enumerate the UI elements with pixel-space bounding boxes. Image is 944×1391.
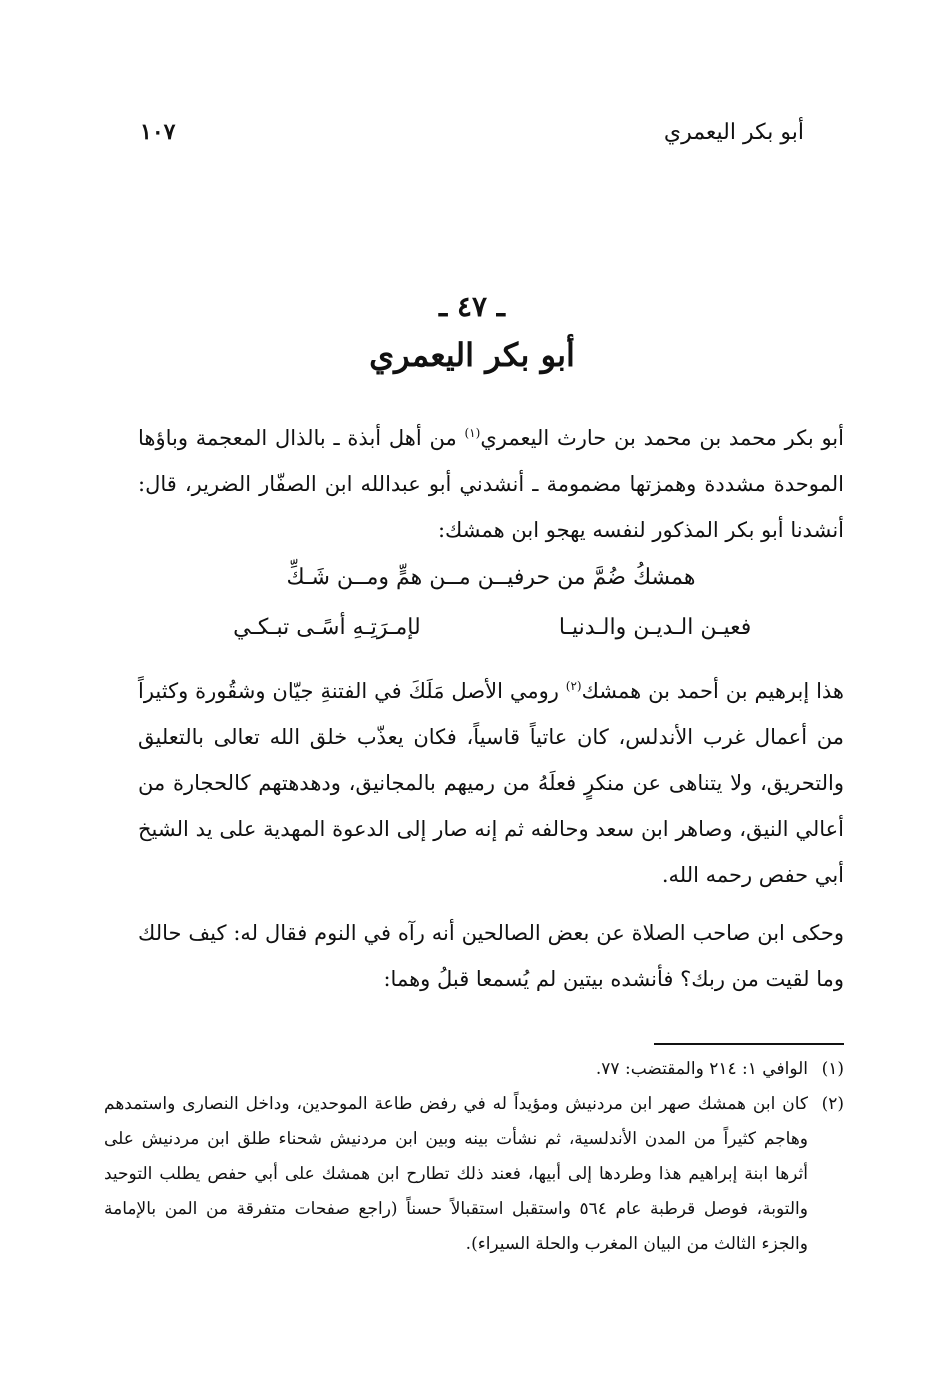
footnote-1: [104, 1052, 844, 1087]
header-title: أبو بكر اليعمري: [663, 119, 804, 145]
body-text: [138, 410, 844, 1002]
footnotes: [104, 1052, 844, 1262]
running-header: [140, 112, 804, 152]
footnote-ref-1: (١): [464, 426, 481, 440]
paragraph-dream: وحكى ابن صاحب الصلاة عن بعض الصالحين أنه رآه في النوم فقال له: كيف حالك وما لقيت من ربك؟ فأنشده بيتين لم يُسمعا قبلُ وهما:: [138, 921, 844, 991]
poem-line-2: [198, 603, 784, 653]
poem-line-1-text: همشكُ ضُمَّ من حرفيــن مــن همٍّ ومــن شَـكِّ: [286, 565, 696, 590]
chapter-title: أبو بكر اليعمري: [369, 336, 575, 374]
footnote-2-number: (٢): [821, 1094, 844, 1114]
paragraph-ibn-hamushk: [138, 663, 844, 898]
footnote-ref-2: (٢): [565, 679, 582, 693]
poem-line-2-first-hemistich: فعيـن الـديـن والـدنيـا: [558, 615, 752, 640]
paragraph-ibn-hamushk-rest: رومي الأصل مَلَكَ في الفتنةِ جيّان وشقُورة وكثيراً من أعمال غرب الأندلس، كان عاتياً قاسياً، فكان يعذّب خلق الله تعالى بالتعليق والتحريق، ولا يتناهى عن منكرٍ فعلَهُ من رميهم بالمجانيق، ودهدهتهم كالحجارة من أعالي النيق، وصاهر ابن سعد وحالفه ثم إنه صار إلى الدعوة المهدية على يد الشيخ أبي حفص رحمه الله.: [138, 679, 844, 887]
footnote-1-text: الوافي ١: ٢١٤ والمقتضب: ٧٧.: [595, 1059, 808, 1079]
poem-line-1: [198, 553, 784, 603]
page-number: ١٠٧: [140, 119, 176, 145]
footnote-divider: [654, 1043, 844, 1045]
paragraph-intro: [138, 410, 844, 553]
paragraph-ibn-hamushk-text: هذا إبرهيم بن أحمد بن همشك: [581, 679, 845, 703]
poem-line-2-second-hemistich: لإمـرَتِـهِ أسًـى تبـكـي: [233, 615, 421, 640]
footnote-2-text: كان ابن همشك صهر ابن مردنيش ومؤيداً له في رفض طاعة الموحدين، وداخل النصارى واستمدهم وهاجم كثيراً من المدن الأندلسية، ثم نشأت بينه وبين ابن مردنيش شحناء طلق ابن مردنيش على أثرها ابنة إبراهيم هذا وطردها إلى أبيها، فعند ذلك تطارح ابن همشك على أبي حفص يطلب التوحيد والتوبة، فوصل قرطبة عام ٥٦٤ واستقبل استقبالاً حسناً (راجع صفحات متفرقة من المن بالإمامة والجزء الثالث من البيان المغرب والحلة السيراء).: [104, 1094, 808, 1254]
paragraph-intro-text: أبو بكر محمد بن محمد بن حارث اليعمري: [480, 426, 844, 450]
poem: [138, 553, 844, 653]
paragraph-intro-rest: من أهل أبذة ـ بالذال المعجمة وباؤها الموحدة مشددة وهمزتها مضمومة ـ أنشدني أبو عبدالله ابن الصفّار الضرير، قال: أنشدنا أبو بكر المذكور لنفسه يهجو ابن همشك:: [138, 426, 844, 542]
chapter-number: ـ ٤٧ ـ: [439, 290, 505, 323]
footnote-2: [104, 1087, 844, 1262]
footnote-1-number: (١): [821, 1059, 844, 1079]
